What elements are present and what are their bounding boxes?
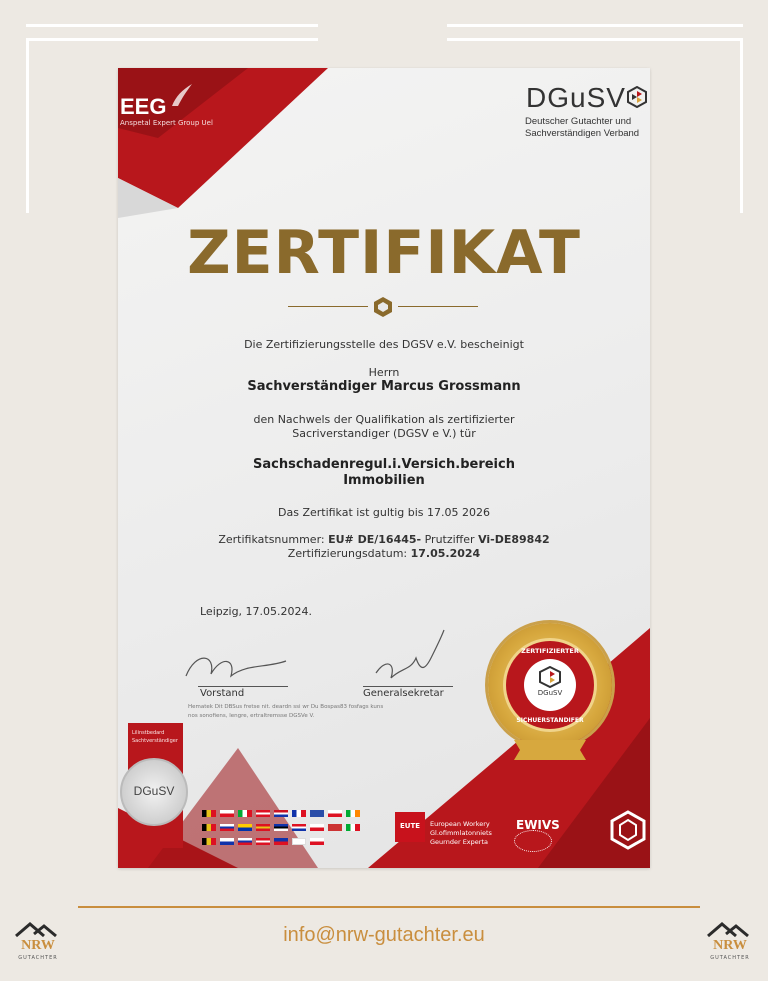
bottom-right-emblem-icon <box>608 810 648 850</box>
left-box-text-1: Lilinstbedard <box>132 730 165 736</box>
field-line-2: Immobilien <box>343 473 425 488</box>
eute-text-1: European Workery <box>430 820 490 828</box>
cert-number: EU# DE/16445- <box>328 533 422 546</box>
dgusv-emblem-icon <box>626 86 648 108</box>
left-box-text-2: Sachtverständiger <box>132 738 178 744</box>
ewivs-circle <box>514 830 552 852</box>
flag <box>256 838 270 845</box>
eute-badge <box>395 812 425 842</box>
test-number-label: Prutziffer <box>424 533 475 546</box>
flag <box>220 838 234 845</box>
salutation: Herrn <box>368 366 400 379</box>
contact-email[interactable]: info@nrw-gutachter.eu <box>283 924 485 946</box>
brand-left-sub: GUTACHTER <box>18 955 58 961</box>
flag <box>274 810 288 817</box>
eute-text-3: Geurnder Experta <box>430 838 488 846</box>
flag <box>238 824 252 831</box>
flag <box>328 810 342 817</box>
frame-line-top-left-inner <box>26 38 318 41</box>
frame-line-top-right-inner <box>447 38 743 41</box>
title-divider-left <box>288 306 368 307</box>
signature-2-label: Generalsekretar <box>363 688 444 699</box>
test-number: Vi-DE89842 <box>478 533 550 546</box>
flag <box>274 824 288 831</box>
flag <box>310 810 324 817</box>
cert-number-line <box>118 533 650 546</box>
flag <box>346 810 360 817</box>
signature-2-line <box>363 686 453 687</box>
flag <box>346 824 360 831</box>
ewivs-logo: EWIVS <box>516 818 560 832</box>
place-date: Leipzig, 17.05.2024. <box>200 605 313 618</box>
validity-text: Das Zertifikat ist gultig bis 17.05 2026 <box>278 506 490 519</box>
field-line-1: Sachschadenregul.i.Versich.bereich <box>253 457 515 472</box>
flag <box>328 824 342 831</box>
flag <box>256 810 270 817</box>
flag <box>292 824 306 831</box>
flag <box>202 824 216 831</box>
cert-date: 17.05.2024 <box>410 547 481 560</box>
divider-emblem-icon <box>372 296 394 318</box>
gold-seal <box>488 623 612 747</box>
brand-right <box>700 920 760 970</box>
qualification-line-2: Sacriverstandiger (DGSV e V.) tür <box>292 427 476 440</box>
left-seal <box>120 758 188 826</box>
left-seal-logo: DGuSV <box>133 784 175 798</box>
cert-date-line <box>118 547 650 560</box>
cert-date-label: Zertifizierungsdatum: <box>287 547 408 560</box>
seal-bottom-text: SICHUERSTANDIFER <box>516 717 584 724</box>
frame-line-top-right <box>447 24 743 27</box>
certificate <box>118 68 650 868</box>
fine-print-line-1: Hematek Dit DBSus fretse nit. deardn ssi wr Du Bospas83 fosfags kuns <box>188 704 384 710</box>
certificate-title: ZERTIFIKAT <box>187 218 581 288</box>
dgusv-logo: DGuSV <box>526 82 626 113</box>
eeg-subtitle: Anspetal Expert Group Uel <box>120 119 213 127</box>
seal-ribbon <box>514 740 586 760</box>
recipient-name: Sachverständiger Marcus Grossmann <box>247 379 521 394</box>
frame-line-right <box>740 38 743 213</box>
flag <box>220 810 234 817</box>
signature-1 <box>176 646 296 686</box>
flag <box>238 810 252 817</box>
seal-emblem-icon <box>538 666 562 688</box>
fine-print-line-2: nos sonofiens, lengre, ertraltremsse DGSVe V. <box>188 713 315 719</box>
flag <box>202 810 216 817</box>
signature-1-label: Vorstand <box>200 688 245 699</box>
signature-1-line <box>198 686 288 687</box>
flag <box>220 824 234 831</box>
brand-left-name: NRW <box>21 938 55 953</box>
cert-number-label: Zertifikatsnummer: <box>218 533 325 546</box>
flags-grid <box>202 810 372 850</box>
flag <box>310 824 324 831</box>
qualification-line-1: den Nachwels der Qualifikation als zertifizierter <box>253 413 515 426</box>
house-roof-icon <box>706 920 750 938</box>
top-left-red-corner <box>118 68 338 218</box>
eute-text-2: Gl.ofimmlatonniets <box>430 829 492 837</box>
dgusv-name-line-2: Sachverständigen Verband <box>525 128 640 139</box>
eute-logo: EUTE <box>399 822 421 830</box>
brand-right-sub: GUTACHTER <box>710 955 750 961</box>
seal-top-text: ZERTIFIZIERTER <box>521 647 579 655</box>
dgusv-name-line-1: Deutscher Gutachter und <box>525 116 632 127</box>
eeg-wing-icon <box>170 82 194 108</box>
flag <box>292 810 306 817</box>
flag <box>238 838 252 845</box>
seal-logo: DGuSV <box>537 689 563 697</box>
flag <box>256 824 270 831</box>
intro-text: Die Zertifizierungsstelle des DGSV e.V. bescheinigt <box>244 338 524 351</box>
brand-right-name: NRW <box>713 938 747 953</box>
frame-line-left <box>26 38 29 213</box>
title-divider-right <box>398 306 478 307</box>
footer-rule <box>78 906 700 908</box>
flag <box>310 838 324 845</box>
flag <box>202 838 216 845</box>
flag <box>274 838 288 845</box>
signature-2 <box>366 628 456 688</box>
eeg-logo: EEG <box>120 94 167 119</box>
frame-line-top-left <box>26 24 318 27</box>
flag <box>292 838 306 845</box>
